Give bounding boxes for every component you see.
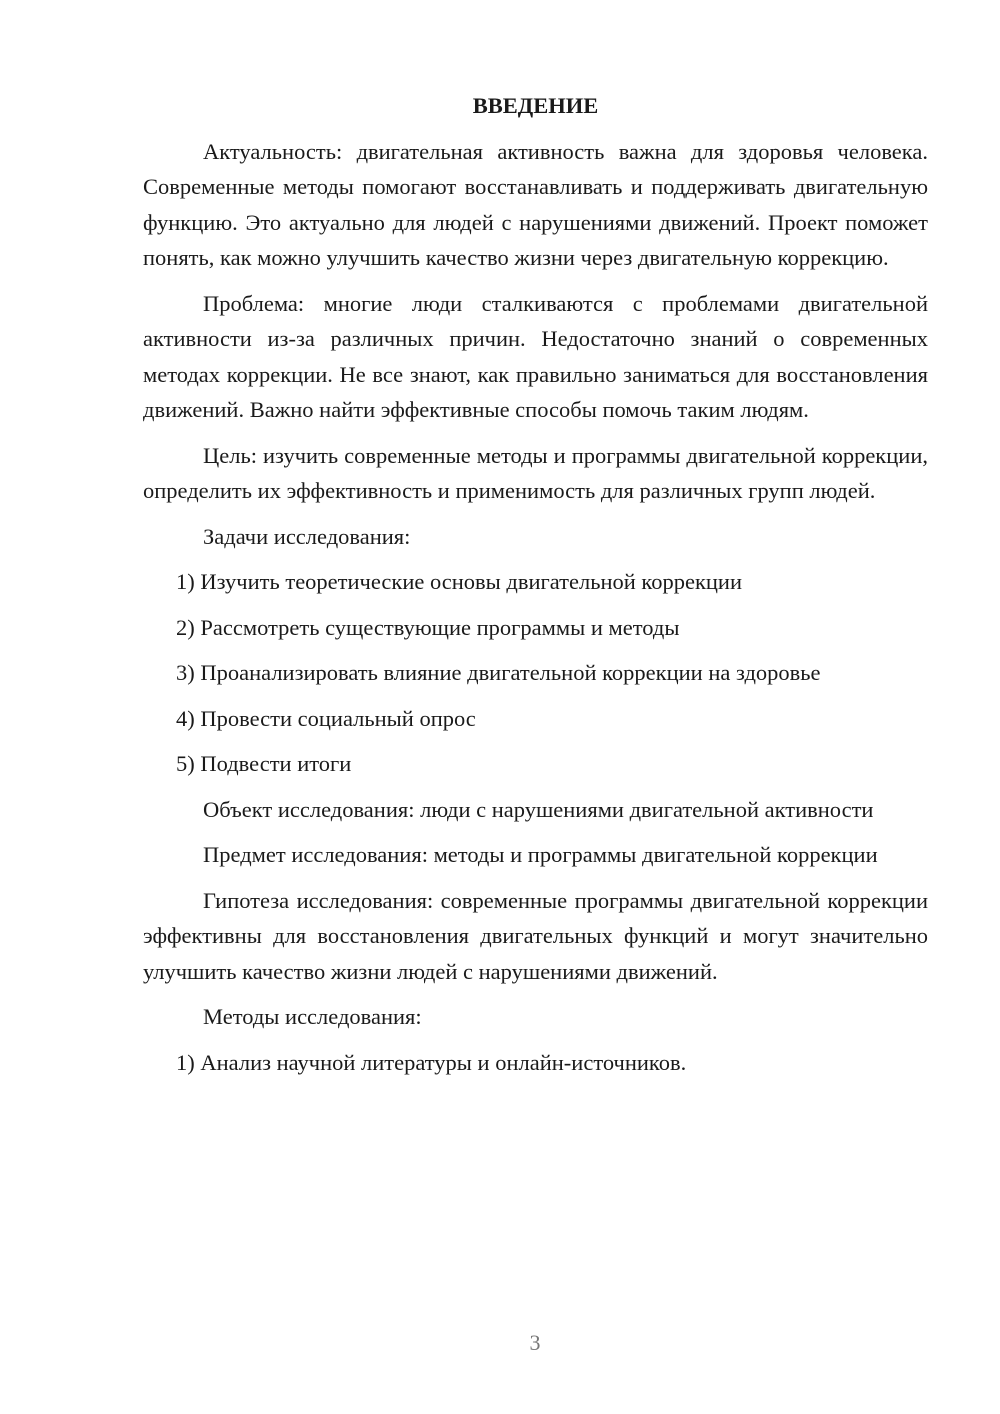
problem-paragraph: Проблема: многие люди сталкиваются с проблемами двигательной активности из-за различных причин. Недостаточно знаний о современных методах коррекции. Не все знают, как правильно заниматься для восстановления движений. Важно найти эффективные способы помочь таким людям. — [143, 290, 928, 422]
subject-paragraph: Предмет исследования: методы и программы двигательной коррекции — [203, 842, 878, 867]
hypothesis-paragraph: Гипотеза исследования: современные программы двигательной коррекции эффективны для восстановления двигательных функций и могут значительно улучшить качество жизни людей с нарушениями движений. — [143, 887, 928, 984]
tasks-label: Задачи исследования: — [203, 523, 411, 549]
page-number: 3 — [529, 1330, 541, 1355]
task-item: 5) Подвести итоги — [176, 751, 352, 776]
task-item: 4) Провести социальный опрос — [176, 705, 476, 731]
document-page — [143, 88, 928, 1090]
method-item: 1) Анализ научной литературы и онлайн-источников. — [176, 1049, 687, 1075]
tasks-list — [143, 564, 928, 792]
relevance-paragraph: Актуальность: двигательная активность важна для здоровья человека. Современные методы помогают восстанавливать и поддерживать двигательную функцию. Это актуально для людей с нарушениями движений. Проект поможет понять, как можно улучшить качество жизни через двигательную коррекцию. — [143, 138, 928, 270]
task-item: 1) Изучить теоретические основы двигательной коррекции — [176, 569, 743, 594]
task-item: 2) Рассмотреть существующие программы и методы — [176, 614, 680, 640]
section-title: ВВЕДЕНИЕ — [472, 93, 599, 118]
goal-paragraph: Цель: изучить современные методы и программы двигательной коррекции, определить их эффективность и применимость для различных групп людей. — [143, 442, 928, 503]
task-item: 3) Проанализировать влияние двигательной коррекции на здоровье — [176, 660, 821, 685]
methods-list — [143, 1045, 928, 1091]
object-paragraph: Объект исследования: люди с нарушениями двигательной активности — [203, 796, 874, 822]
methods-label: Методы исследования: — [203, 1004, 422, 1029]
